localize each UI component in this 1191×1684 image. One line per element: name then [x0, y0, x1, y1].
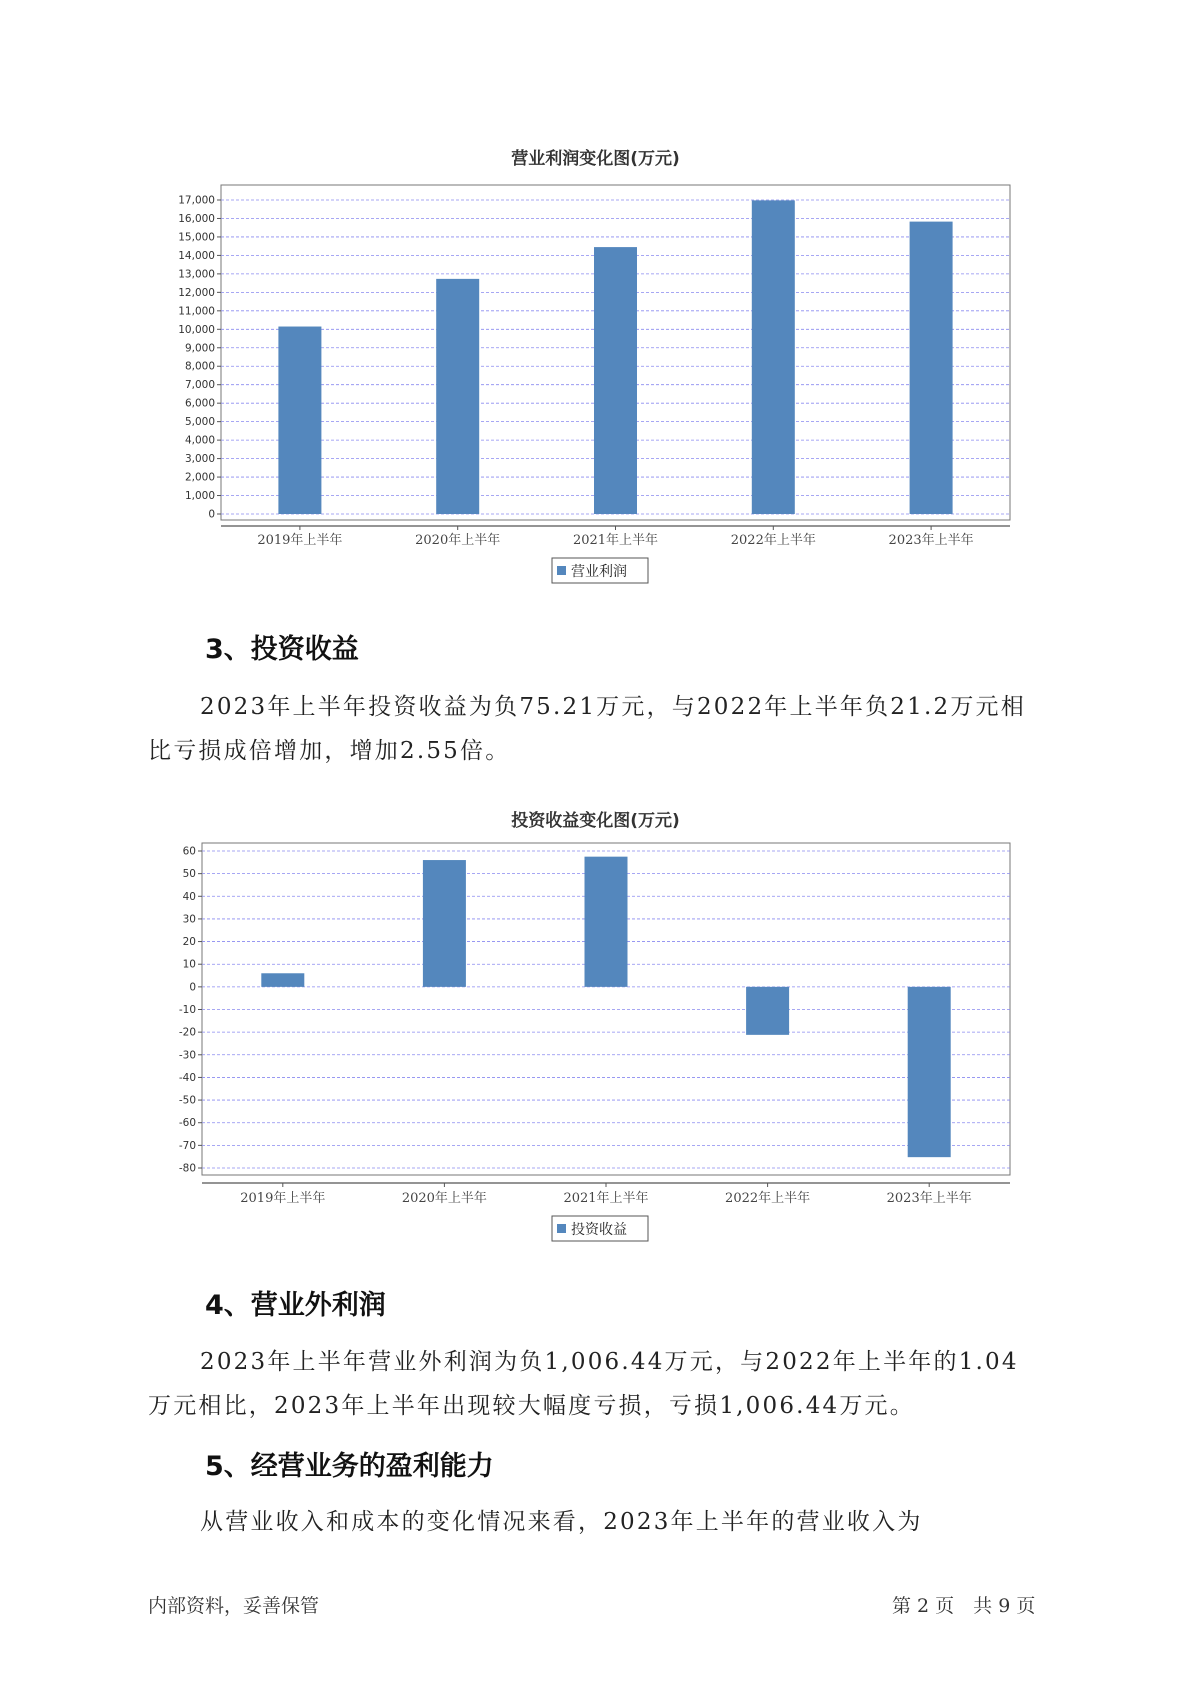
y-tick-label: 14,000 [178, 249, 215, 262]
y-tick-label: 7,000 [184, 379, 215, 392]
x-tick-label: 2023年上半年 [886, 1191, 972, 1206]
chart1-title: 营业利润变化图(万元) [511, 149, 680, 169]
y-tick-label: 20 [182, 936, 196, 949]
footer-page-number: 第 2 页 共 9 页 [892, 1595, 1036, 1617]
bar [423, 860, 466, 987]
x-tick-label: 2022年上半年 [730, 533, 816, 548]
y-tick-label: 2,000 [184, 471, 215, 484]
y-tick-label: 10 [182, 958, 196, 971]
footer-confidential-note: 内部资料，妥善保管 [148, 1595, 320, 1617]
section-4-paragraph [148, 1340, 1048, 1428]
section-3-line-2: 比亏损成倍增加，增加2.55倍。 [148, 738, 511, 764]
y-tick-label: 6,000 [184, 397, 215, 410]
section-5-heading: 5、经营业务的盈利能力 [205, 1451, 494, 1482]
y-tick-label: -40 [178, 1071, 196, 1084]
x-tick-label: 2021年上半年 [572, 533, 659, 548]
y-tick-label: -60 [178, 1117, 196, 1130]
legend-swatch [557, 1224, 566, 1233]
y-tick-label: 0 [208, 508, 215, 521]
y-tick-label: 8,000 [184, 360, 215, 373]
chart2-title: 投资收益变化图(万元) [511, 811, 680, 831]
y-tick-label: 50 [182, 868, 196, 881]
bar [746, 987, 789, 1035]
y-tick-label: -50 [178, 1094, 196, 1107]
legend-label: 营业利润 [571, 564, 627, 580]
section-5-paragraph [148, 1500, 1048, 1544]
y-tick-label: 15,000 [178, 231, 215, 244]
x-tick-label: 2023年上半年 [888, 533, 974, 548]
y-tick-label: 30 [182, 913, 196, 926]
y-tick-label: -30 [178, 1049, 196, 1062]
y-tick-label: 3,000 [184, 453, 215, 466]
x-tick-label: 2022年上半年 [725, 1191, 811, 1206]
y-tick-label: 13,000 [178, 268, 215, 281]
x-tick-label: 2020年上半年 [401, 1191, 487, 1206]
y-tick-label: 4,000 [184, 434, 215, 447]
section-5-line-1: 从营业收入和成本的变化情况来看，2023年上半年的营业收入为 [200, 1509, 923, 1535]
y-tick-label: 0 [189, 981, 196, 994]
y-tick-label: 60 [182, 845, 196, 858]
bar [261, 973, 304, 987]
section-4-line-2: 万元相比，2023年上半年出现较大幅度亏损，亏损1,006.44万元。 [148, 1393, 915, 1419]
y-tick-label: -80 [178, 1162, 196, 1175]
x-tick-label: 2019年上半年 [257, 533, 343, 548]
legend-label: 投资收益 [571, 1222, 627, 1238]
y-tick-label: -70 [178, 1139, 196, 1152]
y-tick-label: 11,000 [178, 305, 215, 318]
y-tick-label: 12,000 [178, 286, 215, 299]
bar [585, 857, 628, 987]
y-tick-label: -20 [178, 1026, 196, 1039]
x-tick-label: 2019年上半年 [240, 1191, 326, 1206]
y-tick-label: 16,000 [178, 212, 215, 225]
x-tick-label: 2020年上半年 [415, 533, 501, 548]
x-tick-label: 2021年上半年 [563, 1191, 649, 1206]
y-tick-label: 1,000 [184, 490, 215, 503]
y-tick-label: 40 [182, 890, 196, 903]
y-tick-label: 17,000 [178, 194, 215, 207]
y-tick-label: 9,000 [184, 342, 215, 355]
section-3-heading: 3、投资收益 [205, 634, 359, 665]
y-tick-label: 10,000 [178, 323, 215, 336]
y-tick-label: -10 [178, 1004, 196, 1016]
bar [908, 987, 951, 1157]
y-tick-label: 5,000 [184, 416, 215, 429]
section-4-line-1: 2023年上半年营业外利润为负1,006.44万元，与2022年上半年的1.04 [200, 1349, 1019, 1375]
section-3-line-1: 2023年上半年投资收益为负75.21万元，与2022年上半年负21.2万元相 [200, 694, 1026, 720]
section-4-heading: 4、营业外利润 [205, 1290, 386, 1321]
